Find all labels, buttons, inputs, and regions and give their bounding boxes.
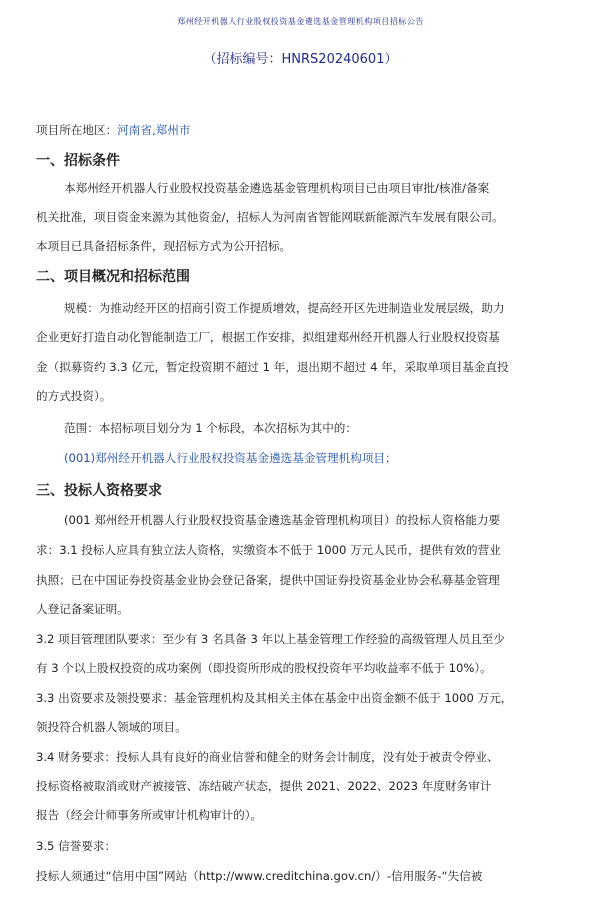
paragraph-line: 3.4 财务要求：投标人具有良好的商业信誉和健全的财务会计制度，没有处于被责令停业、: [36, 750, 499, 764]
paragraph-line: 本项目已具备招标条件，现招标方式为公开招标。: [36, 239, 292, 253]
lot-item: (001)郑州经开机器人行业股权投资基金遴选基金管理机构项目；: [64, 451, 397, 465]
paragraph-line: 机关批准，项目资金来源为其他资金/，招标人为河南省智能网联新能源汽车发展有限公司。: [36, 210, 504, 224]
paragraph-line: 本郑州经开机器人行业股权投资基金遴选基金管理机构项目已由项目审批/核准/备案: [64, 181, 490, 195]
paragraph-line: 求：3.1 投标人应具有独立法人资格，实缴资本不低于 1000 万元人民币，提供有效的营业: [36, 543, 501, 557]
paragraph-line: 金（拟募资约 3.3 亿元，暂定投资期不超过 1 年，退出期不超过 4 年，采取单项目基金直投: [36, 360, 509, 374]
paragraph-line: 领投符合机器人领域的项目。: [36, 720, 187, 734]
paragraph-line: 投标人须通过“信用中国”网站（http://www.creditchina.gov.cn/）-信用服务-“失信被: [36, 869, 483, 883]
paragraph-line: 投标资格被取消或财产被接管、冻结破产状态，提供 2021、2022、2023 年度财务审计: [36, 779, 492, 793]
paragraph-line: 报告（经会计师事务所或审计机构审计的）。: [36, 808, 263, 822]
paragraph-line: 3.5 信誉要求：: [36, 839, 117, 853]
section-heading-3: 三、投标人资格要求: [36, 483, 162, 499]
paragraph-line: (001 郑州经开机器人行业股权投资基金遴选基金管理机构项目）的投标人资格能力要: [64, 513, 501, 527]
section-heading-2: 二、项目概况和招标范围: [36, 269, 190, 285]
paragraph-line: 执照；已在中国证券投资基金业协会登记备案，提供中国证券投资基金业协会私募基金管理: [36, 573, 500, 587]
paragraph-line: 有 3 个以上股权投资的成功案例（即投资所形成的股权投资年平均收益率不低于 10%）。: [36, 661, 492, 675]
paragraph-line: 人登记备案证明。: [36, 602, 129, 616]
tender-number: （招标编号：HNRS20240601）: [203, 52, 398, 67]
section-heading-1: 一、招标条件: [36, 153, 120, 169]
region-value: 河南省,郑州市: [117, 123, 191, 137]
region-label: 项目所在地区：: [36, 123, 118, 137]
paragraph-line: 3.2 项目管理团队要求：至少有 3 名具备 3 年以上基金管理工作经验的高级管理人员且至少: [36, 632, 505, 646]
region-line: [36, 122, 190, 138]
paragraph-line: 3.3 出资要求及领投要求：基金管理机构及其相关主体在基金中出资金额不低于 1000 万元，: [36, 691, 513, 705]
paragraph-line: 规模：为推动经开区的招商引资工作提质增效，提高经开区先进制造业发展层级，助力: [64, 301, 505, 315]
paragraph-line: 范围：本招标项目划分为 1 个标段，本次招标为其中的：: [64, 421, 357, 435]
paragraph-line: 的方式投资）。: [36, 389, 112, 403]
page-title: 郑州经开机器人行业股权投资基金遴选基金管理机构项目招标公告: [177, 17, 424, 26]
paragraph-line: 企业更好打造自动化智能制造工厂，根据工作安排，拟组建郑州经开机器人行业股权投资基: [36, 330, 500, 344]
